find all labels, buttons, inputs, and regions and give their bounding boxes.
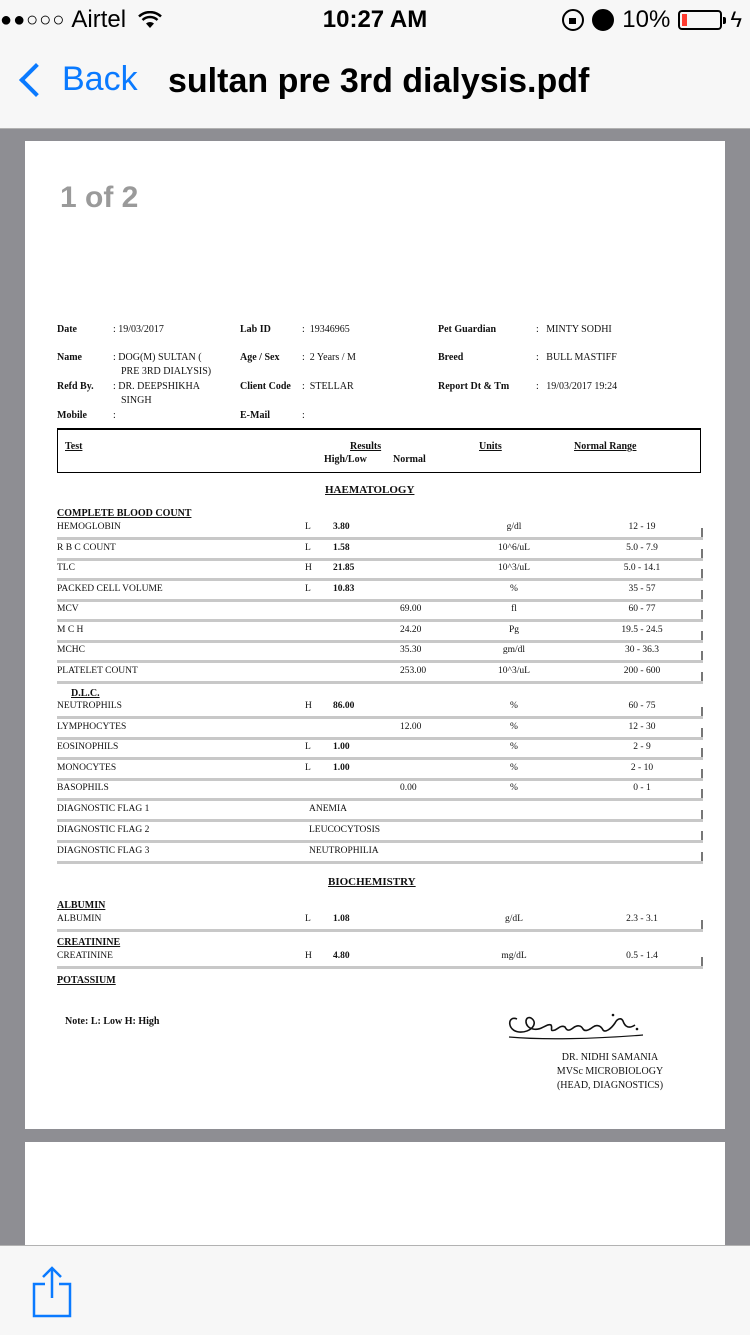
lab-id-value: : 19346965 — [302, 324, 350, 335]
normal-result-cell: 253.00 — [400, 666, 427, 676]
normal-range-cell: 30 - 36.3 — [624, 645, 660, 655]
group-potassium: POTASSIUM — [57, 975, 116, 986]
normal-range-cell: 12 - 19 — [628, 522, 656, 532]
unit-cell: 10^3/uL — [498, 563, 530, 573]
email-colon: : — [302, 410, 305, 421]
test-name-cell: ALBUMIN — [57, 914, 102, 924]
test-name-cell: MONOCYTES — [57, 763, 117, 773]
age-label: Age / Sex — [240, 352, 280, 363]
name-label: Name — [57, 352, 82, 363]
battery-level — [682, 14, 687, 26]
test-name-cell: DIAGNOSTIC FLAG 3 — [57, 846, 150, 856]
carrier-name: Airtel — [71, 6, 127, 33]
table-row — [57, 522, 703, 540]
unit-cell: % — [510, 722, 518, 732]
test-name-cell: PACKED CELL VOLUME — [57, 584, 163, 594]
table-row — [57, 825, 703, 843]
table-row — [57, 563, 703, 581]
alarm-icon — [592, 9, 614, 31]
status-bar — [0, 0, 750, 40]
mobile-colon: : — [113, 410, 116, 421]
name-value-line2: PRE 3RD DIALYSIS) — [121, 366, 212, 377]
page-indicator: 1 of 2 — [60, 181, 139, 214]
battery-percent: 10% — [622, 6, 671, 33]
unit-cell: g/dL — [505, 914, 523, 924]
pdf-page-2[interactable] — [25, 1142, 725, 1262]
pdf-page-1[interactable] — [25, 141, 725, 1129]
refd-value-line2: SINGH — [121, 395, 152, 406]
table-row — [57, 742, 703, 760]
test-name-cell: DIAGNOSTIC FLAG 2 — [57, 825, 150, 835]
signature-image — [503, 1001, 648, 1045]
guardian-value: : MINTY SODHI — [536, 324, 612, 335]
report-datetime-value: : 19/03/2017 19:24 — [536, 381, 618, 392]
test-name-cell: NEUTROPHILS — [57, 701, 122, 711]
test-name-cell: BASOPHILS — [57, 783, 109, 793]
normal-result-cell: 24.20 — [400, 625, 422, 635]
status-indicators — [562, 6, 742, 34]
col-test: Test — [65, 441, 83, 452]
col-normal-range: Normal Range — [574, 441, 637, 452]
flag-cell: H — [305, 563, 312, 573]
table-row — [57, 701, 703, 719]
table-row — [57, 914, 703, 932]
table-row — [57, 763, 703, 781]
share-icon[interactable] — [30, 1264, 74, 1318]
group-albumin: ALBUMIN — [57, 900, 106, 911]
table-row — [57, 584, 703, 602]
signatory-role: (HEAD, DIAGNOSTICS) — [556, 1080, 664, 1091]
normal-range-cell: 2 - 9 — [633, 742, 651, 752]
unit-cell: % — [510, 763, 518, 773]
test-name-cell: TLC — [57, 563, 75, 573]
client-code-label: Client Code — [240, 381, 291, 392]
group-complete-blood-count: COMPLETE BLOOD COUNT — [57, 508, 192, 519]
col-units: Units — [479, 441, 502, 452]
normal-result-cell: 12.00 — [400, 722, 422, 732]
document-title: sultan pre 3rd dialysis.pdf — [168, 62, 590, 100]
diagnosis-cell: LEUCOCYTOSIS — [309, 825, 381, 835]
test-name-cell: LYMPHOCYTES — [57, 722, 127, 732]
normal-range-cell: 5.0 - 14.1 — [623, 563, 661, 573]
high-low-result-cell: 4.80 — [333, 951, 350, 961]
normal-range-cell: 12 - 30 — [628, 722, 656, 732]
chevron-left-icon — [19, 63, 53, 97]
flag-cell: L — [305, 914, 311, 924]
high-low-result-cell: 1.08 — [333, 914, 350, 924]
test-name-cell: MCHC — [57, 645, 85, 655]
table-row — [57, 666, 703, 684]
flag-cell: L — [305, 742, 311, 752]
normal-range-cell: 0 - 1 — [633, 783, 651, 793]
flag-cell: L — [305, 584, 311, 594]
lab-report — [25, 141, 725, 1129]
normal-range-cell: 5.0 - 7.9 — [626, 543, 658, 553]
normal-range-cell: 2 - 10 — [630, 763, 654, 773]
breed-label: Breed — [438, 352, 464, 363]
normal-range-cell: 60 - 75 — [628, 701, 656, 711]
high-low-result-cell: 10.83 — [333, 584, 355, 594]
normal-range-cell: 0.5 - 1.4 — [626, 951, 658, 961]
clock: 10:27 AM — [322, 6, 428, 33]
test-name-cell: HEMOGLOBIN — [57, 522, 121, 532]
signatory-name: DR. NIDHI SAMANIA — [561, 1052, 659, 1063]
lab-id-label: Lab ID — [240, 324, 271, 335]
col-results: Results — [350, 441, 382, 452]
normal-range-cell: 35 - 57 — [628, 584, 656, 594]
table-row — [57, 804, 703, 822]
unit-cell: 10^6/uL — [498, 543, 530, 553]
high-low-result-cell: 21.85 — [333, 563, 355, 573]
flag-cell: H — [305, 701, 312, 711]
table-row — [57, 543, 703, 561]
unit-cell: 10^3/uL — [498, 666, 530, 676]
unit-cell: gm/dl — [502, 645, 526, 655]
group-dlc: D.L.C. — [71, 688, 100, 699]
high-low-result-cell: 86.00 — [333, 701, 355, 711]
group-creatinine: CREATININE — [57, 937, 121, 948]
test-name-cell: PLATELET COUNT — [57, 666, 138, 676]
table-row — [57, 846, 703, 864]
unit-cell: fl — [511, 604, 517, 614]
normal-result-cell: 0.00 — [400, 783, 417, 793]
date-label: Date — [57, 324, 77, 335]
diagnosis-cell: ANEMIA — [309, 804, 347, 814]
normal-result-cell: 69.00 — [400, 604, 422, 614]
unit-cell: % — [510, 783, 518, 793]
column-header-box — [57, 428, 701, 473]
unit-cell: % — [510, 584, 518, 594]
mobile-label: Mobile — [57, 410, 87, 421]
orientation-lock-icon — [562, 9, 584, 31]
normal-range-cell: 2.3 - 3.1 — [626, 914, 658, 924]
col-normal: Normal — [393, 454, 426, 465]
test-name-cell: M C H — [57, 625, 84, 635]
name-value: : DOG(M) SULTAN ( — [113, 352, 202, 363]
test-name-cell: CREATININE — [57, 951, 113, 961]
flag-cell: H — [305, 951, 312, 961]
flag-legend-note: Note: L: Low H: High — [65, 1016, 160, 1027]
signal-strength-icon: ●●○○○ — [0, 8, 66, 31]
col-high-low: High/Low — [324, 454, 367, 465]
unit-cell: Pg — [508, 625, 520, 635]
navigation-bar — [0, 40, 750, 129]
test-name-cell: R B C COUNT — [57, 543, 116, 553]
section-biochemistry: BIOCHEMISTRY — [328, 876, 416, 888]
high-low-result-cell: 3.80 — [333, 522, 350, 532]
test-name-cell: DIAGNOSTIC FLAG 1 — [57, 804, 150, 814]
table-row — [57, 625, 703, 643]
table-row — [57, 645, 703, 663]
battery-icon — [678, 10, 722, 30]
unit-cell: mg/dL — [501, 951, 527, 961]
email-label: E-Mail — [240, 410, 270, 421]
normal-range-cell: 60 - 77 — [628, 604, 656, 614]
normal-range-cell: 200 - 600 — [623, 666, 661, 676]
unit-cell: % — [510, 742, 518, 752]
normal-range-cell: 19.5 - 24.5 — [621, 625, 663, 635]
high-low-result-cell: 1.58 — [333, 543, 350, 553]
client-code-value: : STELLAR — [302, 381, 354, 392]
unit-cell: % — [510, 701, 518, 711]
refd-value: : DR. DEEPSHIKHA — [113, 381, 200, 392]
section-haematology: HAEMATOLOGY — [325, 484, 415, 496]
charging-bolt-icon: ϟ — [730, 7, 742, 32]
table-row — [57, 783, 703, 801]
normal-result-cell: 35.30 — [400, 645, 422, 655]
guardian-label: Pet Guardian — [438, 324, 497, 335]
date-value: : 19/03/2017 — [113, 324, 164, 335]
unit-cell: g/dl — [506, 522, 522, 532]
back-label: Back — [62, 60, 138, 98]
back-button[interactable] — [14, 60, 138, 99]
flag-cell: L — [305, 543, 311, 553]
refd-label: Refd By. — [57, 381, 94, 392]
high-low-result-cell: 1.00 — [333, 763, 350, 773]
signatory-qualification: MVSc MICROBIOLOGY — [556, 1066, 664, 1077]
table-row — [57, 951, 703, 969]
high-low-result-cell: 1.00 — [333, 742, 350, 752]
test-name-cell: EOSINOPHILS — [57, 742, 119, 752]
table-row — [57, 604, 703, 622]
test-name-cell: MCV — [57, 604, 79, 614]
flag-cell: L — [305, 763, 311, 773]
flag-cell: L — [305, 522, 311, 532]
breed-value: : BULL MASTIFF — [536, 352, 617, 363]
age-value: : 2 Years / M — [302, 352, 356, 363]
report-datetime-label: Report Dt & Tm — [438, 381, 510, 392]
bottom-toolbar — [0, 1245, 750, 1335]
diagnosis-cell: NEUTROPHILIA — [309, 846, 379, 856]
table-row — [57, 722, 703, 740]
